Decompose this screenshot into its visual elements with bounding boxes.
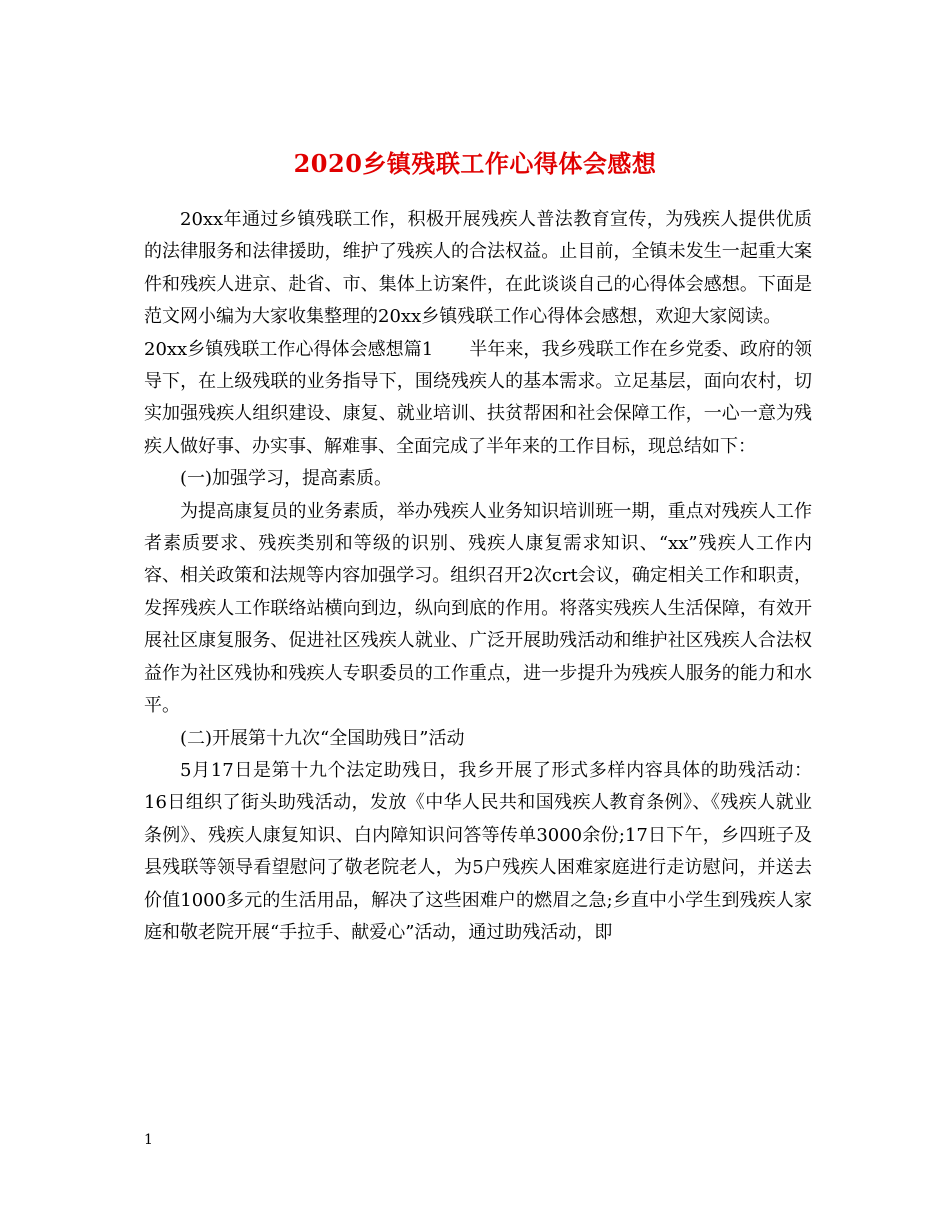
paragraph-article-1-opening: 20xx乡镇残联工作心得体会感想篇1 半年来，我乡残联工作在乡党委、政府的领导下，在上级残联的业务指导下，围绕残疾人的基本需求。立足基层，面向农村，切实加强残疾人组织建设、康复、就业培训、扶贫帮困和社会保障工作，一心一意为残疾人做好事、办实事、解难事、全面完成了半年来的工作目标，现总结如下： [144,338,812,457]
document-title: 2020乡镇残联工作心得体会感想 [293,149,657,179]
section-heading-study: (一)加强学习，提高素质。 [180,468,393,490]
page-number: 1 [144,1132,153,1148]
document-body [144,204,812,949]
paragraph-assistance-day: 5月17日是第十九个法定助残日，我乡开展了形式多样内容具体的助残活动：16日组织了街头助残活动，发放《中华人民共和国残疾人教育条例》、《残疾人就业条例》、残疾人康复知识、白内障知识问答等传单3000余份;17日下午，乡四班子及县残联等领导看望慰问了敬老院老人，为5户残疾人困难家庭进行走访慰问，并送去价值1000多元的生活用品，解决了这些困难户的燃眉之急;乡直中小学生到残疾人家庭和敬老院开展“手拉手、献爱心”活动，通过助残活动，即 [144,759,812,943]
paragraph-study: 为提高康复员的业务素质，举办残疾人业务知识培训班一期，重点对残疾人工作者素质要求、残疾类别和等级的识别、残疾人康复需求知识、“xx”残疾人工作内容、相关政策和法规等内容加强学习。组织召开2次crt会议，确定相关工作和职责，发挥残疾人工作联络站横向到边，纵向到底的作用。将落实残疾人生活保障，有效开展社区康复服务、促进社区残疾人就业、广泛开展助残活动和维护社区残疾人合法权益作为社区残协和残疾人专职委员的工作重点，进一步提升为残疾人服务的能力和水平。 [144,500,812,717]
paragraph-intro: 20xx年通过乡镇残联工作，积极开展残疾人普法教育宣传，为残疾人提供优质的法律服务和法律援助，维护了残疾人的合法权益。止目前，全镇未发生一起重大案件和残疾人进京、赴省、市、集体上访案件，在此谈谈自己的心得体会感想。下面是范文网小编为大家收集整理的20xx乡镇残联工作心得体会感想，欢迎大家阅读。 [144,209,812,328]
section-heading-assistance-day: (二)开展第十九次“全国助残日”活动 [180,727,465,749]
